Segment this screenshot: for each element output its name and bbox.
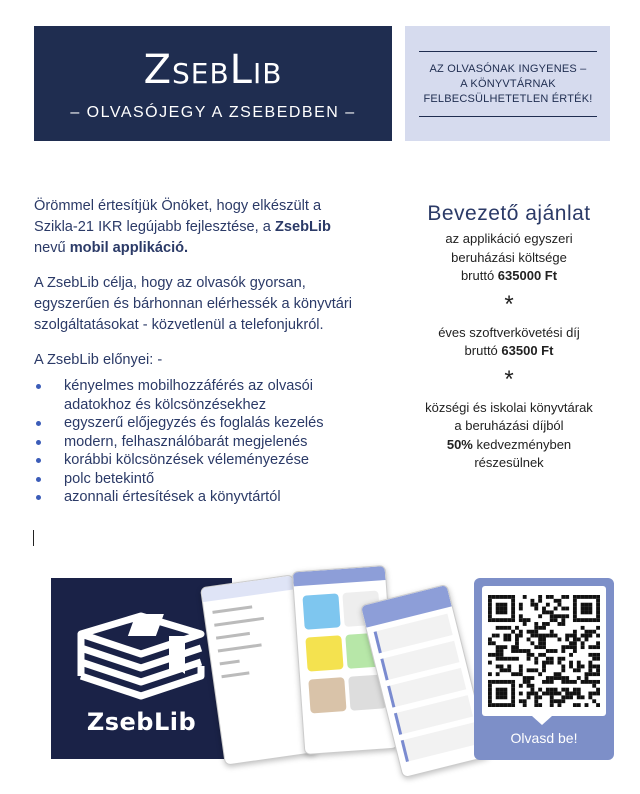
offer-line: a beruházási díjból (454, 418, 564, 433)
list-item: egyszerű előjegyzés és foglalás kezelés (34, 414, 364, 433)
menu-line (214, 617, 264, 627)
menu-tile (305, 635, 343, 671)
intro-paragraph-3: A ZsebLib előnyei: - (34, 352, 163, 368)
offer-line: községi és iskolai könyvtárak (425, 399, 593, 415)
menu-tile (302, 593, 340, 629)
brand-title: ZsebLib (143, 47, 283, 93)
text-cursor (33, 530, 34, 546)
logo-wordmark: ZsebLib (86, 708, 197, 736)
phone-status-bar (293, 566, 386, 586)
intro-text: Örömmel értesítjük Önöket, hogy elkészült a Szikla-21 IKR legújabb fejlesztése, a (34, 198, 322, 235)
intro-paragraph-1 (34, 196, 364, 259)
pointer-arrow (532, 716, 552, 725)
menu-line (216, 632, 250, 640)
tagline-text (419, 51, 597, 117)
list-item: polc betekintő (34, 470, 364, 489)
list-item: korábbi kölcsönzések véleményezése (34, 451, 364, 470)
offer-line: részesülnek (474, 455, 544, 470)
separator-star: * (504, 365, 514, 393)
price-prefix: bruttó (460, 268, 498, 283)
offer-discount (398, 436, 620, 455)
menu-tile (308, 677, 346, 713)
menu-line (220, 660, 240, 666)
offer-price-2 (398, 342, 620, 361)
intro-app-name: mobil applikáció. (69, 240, 189, 256)
offer-line: az applikáció egyszeri (445, 231, 573, 246)
tagline-line-3: FELBECSÜLHETETLEN ÉRTÉK! (423, 92, 593, 105)
price-value: 63500 Ft (501, 343, 554, 358)
price-prefix: bruttó (464, 343, 502, 358)
discount-text: kedvezményben (472, 436, 572, 452)
offer-line: éves szoftverkövetési díj (438, 324, 580, 340)
scan-label: Olvasd be! (510, 730, 578, 746)
list-item: kényelmes mobilhozzáférés az olvasói adatokhoz és kölcsönzésekhez (34, 377, 364, 414)
menu-line (221, 671, 249, 678)
intro-section (34, 196, 364, 507)
benefits-list (34, 377, 364, 507)
intro-brand: ZsebLib (274, 219, 331, 235)
menu-line (212, 605, 252, 614)
price-value: 635000 Ft (497, 268, 558, 283)
list-item: modern, felhasználóbarát megjelenés (34, 433, 364, 452)
offer-price-1 (398, 267, 620, 286)
intro-paragraph-2: A ZsebLib célja, hogy az olvasók gyorsan, egyszerűen és bárhonnan elérhessék a könyvtári szolgáltatásokat - közvetlenül a telefonjukról. (34, 275, 353, 333)
tagline-box (405, 26, 610, 141)
offer-title: Bevezető ajánlat (427, 202, 591, 225)
offer-line: beruházási költsége (451, 249, 567, 265)
list-item: azonnali értesítések a könyvtártól (34, 488, 364, 507)
offer-section (398, 200, 620, 473)
header-banner (34, 26, 392, 141)
qr-code-icon (488, 595, 600, 707)
qr-code-frame (482, 586, 606, 716)
intro-mid: nevű (34, 240, 70, 256)
separator-star: * (504, 290, 514, 318)
qr-code-box (474, 578, 614, 760)
menu-line (218, 643, 262, 652)
brand-tagline: – OLVASÓJEGY A ZSEBEDBEN – (70, 104, 356, 121)
tagline-line-2: A KÖNYVTÁRNAK (460, 77, 556, 90)
tagline-line-1: AZ OLVASÓNAK INGYENES – (429, 62, 587, 75)
discount-value: 50% (446, 436, 473, 452)
